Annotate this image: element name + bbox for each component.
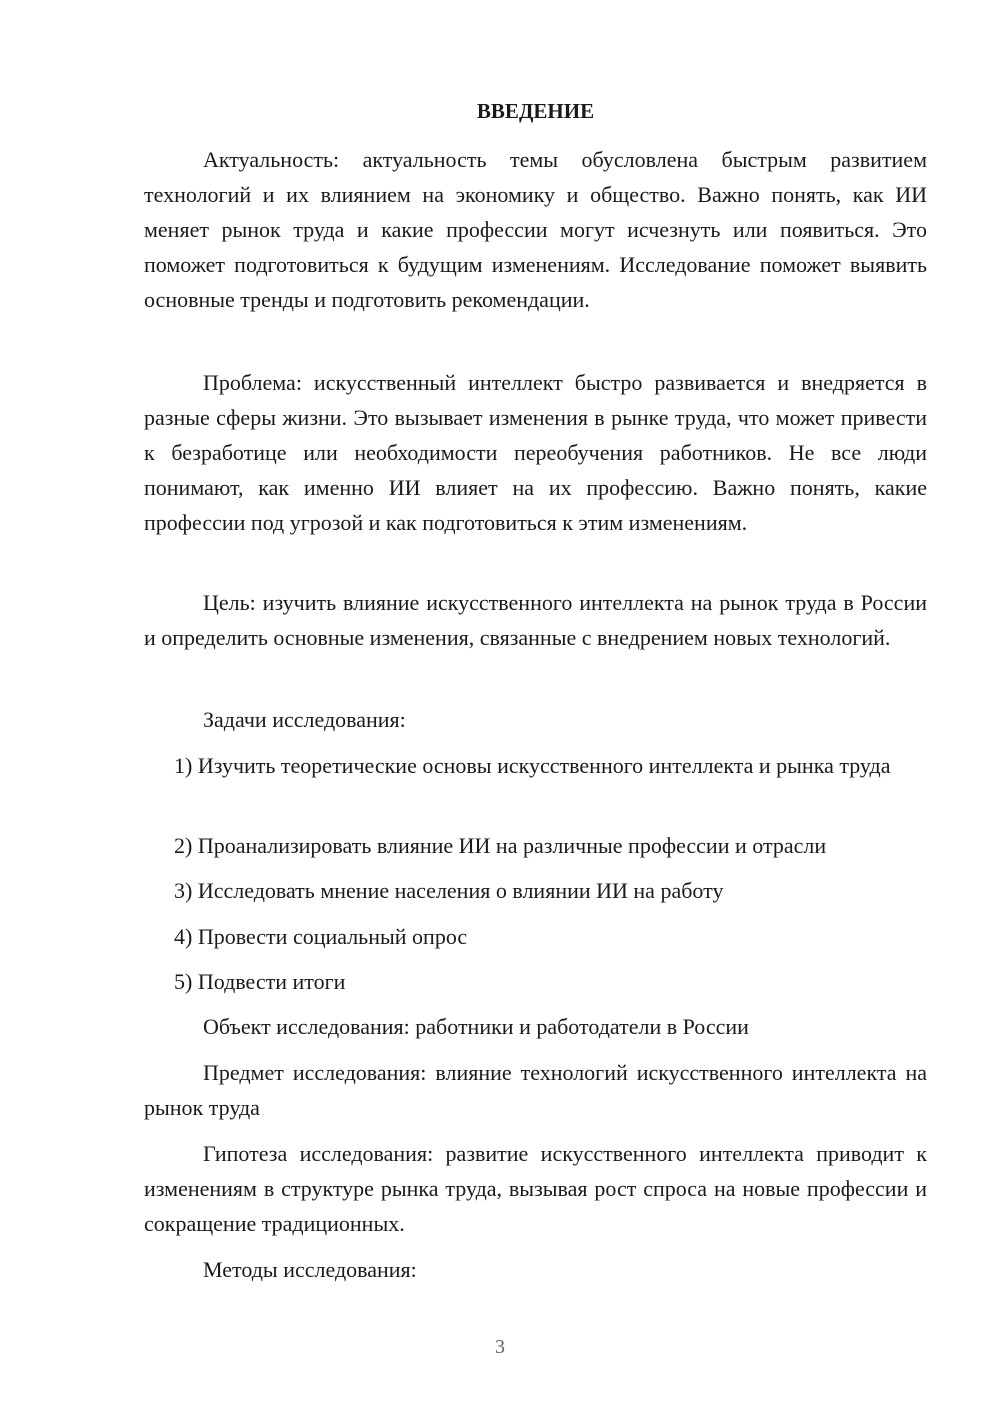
- methods-heading: Методы исследования:: [203, 1257, 417, 1282]
- paragraph-problem: Проблема: искусственный интеллект быстро развивается и внедряется в разные сферы жизни. Это вызывает изменения в рынке труда, что может привести к безработице или необходимости переобучения работников. Не все люди понимают, как именно ИИ влияет на их профессию. Важно понять, какие профессии под угрозой и как подготовиться к этим изменениям.: [144, 370, 927, 535]
- paragraph-relevance: Актуальность: актуальность темы обусловлена быстрым развитием технологий и их влиянием на экономику и общество. Важно понять, как ИИ меняет рынок труда и какие профессии могут исчезнуть или появиться. Это поможет подготовиться к будущим изменениям. Исследование поможет выявить основные тренды и подготовить рекомендации.: [144, 147, 927, 312]
- page-number: 3: [495, 1336, 505, 1358]
- task-item-4: 4) Провести социальный опрос: [174, 924, 468, 949]
- task-item-3: 3) Исследовать мнение населения о влиянии ИИ на работу: [174, 878, 724, 903]
- task-item-1: 1) Изучить теоретические основы искусственного интеллекта и рынка труда: [174, 753, 891, 778]
- paragraph-goal: Цель: изучить влияние искусственного интеллекта на рынок труда в России и определить основные изменения, связанные с внедрением новых технологий.: [144, 590, 927, 650]
- tasks-heading: Задачи исследования:: [203, 707, 406, 732]
- paragraph-hypothesis: Гипотеза исследования: развитие искусственного интеллекта приводит к изменениям в структуре рынка труда, вызывая рост спроса на новые профессии и сокращение традиционных.: [144, 1141, 927, 1236]
- section-title: ВВЕДЕНИЕ: [476, 99, 595, 123]
- paragraph-object: Объект исследования: работники и работодатели в России: [203, 1014, 749, 1039]
- task-item-2: 2) Проанализировать влияние ИИ на различные профессии и отрасли: [174, 833, 827, 858]
- paragraph-subject: Предмет исследования: влияние технологий искусственного интеллекта на рынок труда: [144, 1060, 927, 1120]
- task-item-5: 5) Подвести итоги: [174, 969, 346, 994]
